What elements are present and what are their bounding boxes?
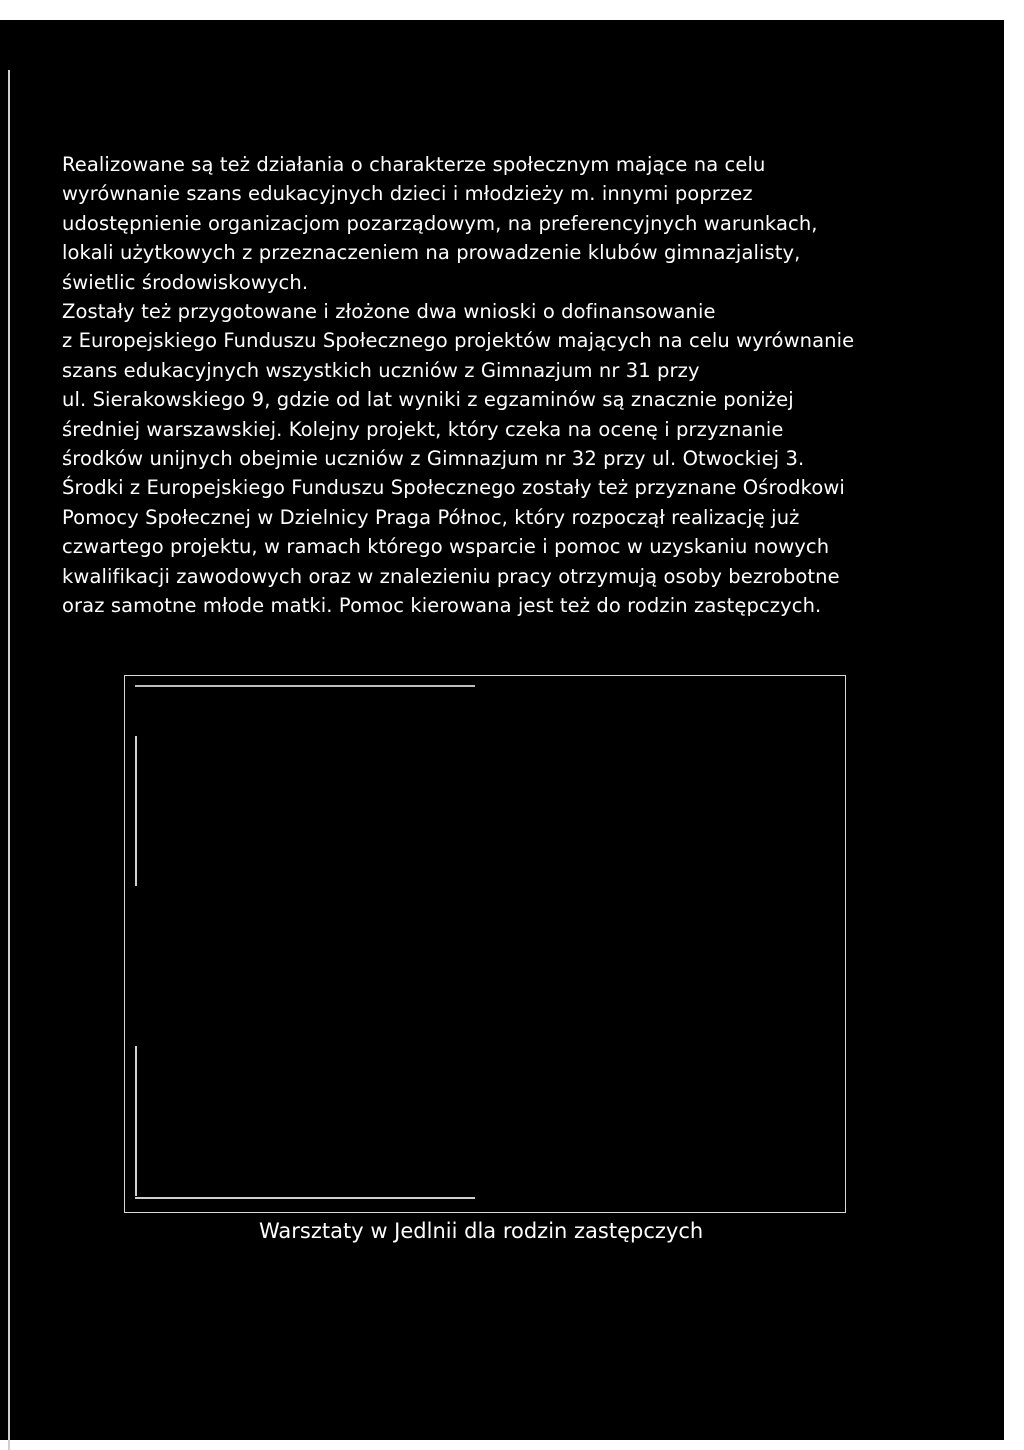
- paragraph-line: kwalifikacji zawodowych oraz w znalezieniu pracy otrzymują osoby bezrobotne: [62, 564, 840, 588]
- paragraph-line: świetlic środowiskowych.: [62, 270, 309, 294]
- paragraph-line: lokali użytkowych z przeznaczeniem na prowadzenie klubów gimnazjalisty,: [62, 241, 801, 265]
- paragraph-line: udostępnienie organizacjom pozarządowym, na preferencyjnych warunkach,: [62, 211, 818, 235]
- photo-edge-left-upper: [135, 736, 137, 886]
- paragraph-line: ul. Sierakowskiego 9, gdzie od lat wyniki z egzaminów są znacznie poniżej: [62, 388, 794, 412]
- paragraph-line: czwartego projektu, w ramach którego wsparcie i pomoc w uzyskaniu nowych: [62, 535, 830, 559]
- scan-edge: [8, 70, 10, 1450]
- paragraph-line: wyrównanie szans edukacyjnych dzieci i młodzieży m. innymi poprzez: [62, 182, 753, 206]
- paragraph-line: Realizowane są też działania o charakterze społecznym mające na celu: [62, 153, 766, 176]
- paragraph-line: Pomocy Społecznej w Dzielnicy Praga Północ, który rozpoczął realizację już: [62, 505, 800, 529]
- paragraph-line: szans edukacyjnych wszystkich uczniów z Gimnazjum nr 31 przy: [62, 358, 700, 382]
- body-paragraph: [62, 150, 910, 621]
- photo-edge-top: [135, 685, 475, 687]
- paragraph-line: środków unijnych obejmie uczniów z Gimnazjum nr 32 przy ul. Otwockiej 3.: [62, 447, 805, 471]
- paragraph-line: średniej warszawskiej. Kolejny projekt, który czeka na ocenę i przyznanie: [62, 417, 784, 441]
- photo-placeholder: [124, 675, 846, 1213]
- paragraph-line: oraz samotne młode matki. Pomoc kierowana jest też do rodzin zastępczych.: [62, 594, 822, 618]
- photo-edge-left-lower: [135, 1046, 137, 1196]
- photo-edge-bottom: [135, 1197, 475, 1199]
- photo-caption: Warsztaty w Jedlnii dla rodzin zastępczych: [259, 1219, 704, 1243]
- paragraph-line: z Europejskiego Funduszu Społecznego projektów mających na celu wyrównanie: [62, 329, 855, 353]
- paragraph-line: Zostały też przygotowane i złożone dwa wnioski o dofinansowanie: [62, 300, 716, 324]
- paragraph-line: Środki z Europejskiego Funduszu Społecznego zostały też przyznane Ośrodkowi: [62, 476, 845, 500]
